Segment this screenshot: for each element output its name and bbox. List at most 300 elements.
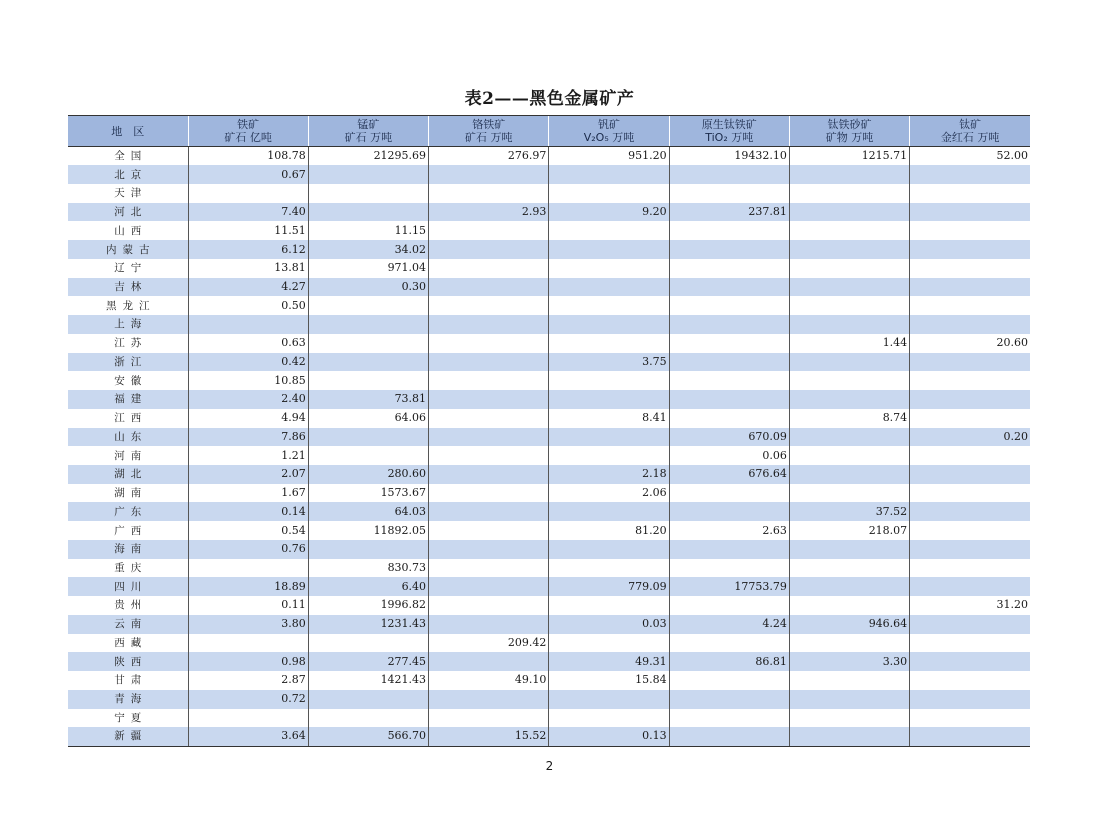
value-cell: 6.40 [308, 577, 428, 596]
table-row [68, 315, 1030, 334]
table-row [68, 371, 1030, 390]
value-cell: 1.21 [188, 446, 308, 465]
column-header-line1: 钛矿 [959, 118, 982, 131]
value-cell: 17753.79 [669, 577, 789, 596]
table-row [68, 540, 1030, 559]
value-cell: 3.80 [188, 615, 308, 634]
value-cell [910, 278, 1030, 297]
value-cell [669, 240, 789, 259]
value-cell: 3.64 [188, 727, 308, 746]
table-row [68, 409, 1030, 428]
value-cell: 0.42 [188, 353, 308, 372]
value-cell: 2.40 [188, 390, 308, 409]
value-cell [549, 390, 669, 409]
value-cell: 946.64 [789, 615, 909, 634]
value-cell: 1573.67 [308, 484, 428, 503]
value-cell [910, 315, 1030, 334]
table-row [68, 596, 1030, 615]
value-cell: 951.20 [549, 147, 669, 166]
table-row [68, 296, 1030, 315]
value-cell: 2.18 [549, 465, 669, 484]
table-row [68, 671, 1030, 690]
value-cell [308, 371, 428, 390]
column-header-line1: 钒矿 [597, 118, 620, 131]
value-cell: 0.30 [308, 278, 428, 297]
value-cell [669, 334, 789, 353]
region-cell: 新疆 [68, 727, 188, 746]
value-cell: 2.87 [188, 671, 308, 690]
value-cell: 0.06 [669, 446, 789, 465]
value-cell [789, 184, 909, 203]
value-cell [549, 165, 669, 184]
column-header [789, 116, 909, 147]
value-cell [669, 671, 789, 690]
value-cell: 49.31 [549, 652, 669, 671]
value-cell [669, 709, 789, 728]
value-cell [789, 203, 909, 222]
value-cell [910, 465, 1030, 484]
region-cell: 宁夏 [114, 711, 148, 724]
value-cell: 7.40 [188, 203, 308, 222]
value-cell [549, 240, 669, 259]
column-header-line2: 矿石 亿吨 [224, 131, 272, 144]
value-cell [429, 371, 549, 390]
value-cell [549, 296, 669, 315]
table-row [68, 390, 1030, 409]
value-cell [429, 278, 549, 297]
value-cell [308, 334, 428, 353]
value-cell: 8.41 [549, 409, 669, 428]
region-cell: 江西 [114, 412, 148, 425]
column-header [188, 116, 308, 147]
value-cell [789, 390, 909, 409]
value-cell: 86.81 [669, 652, 789, 671]
value-cell: 7.86 [188, 428, 308, 447]
value-cell [429, 615, 549, 634]
region-cell: 贵州 [114, 599, 148, 612]
value-cell: 49.10 [429, 671, 549, 690]
column-header [429, 116, 549, 147]
value-cell [669, 540, 789, 559]
table-row [68, 147, 1030, 166]
value-cell [188, 315, 308, 334]
value-cell [789, 428, 909, 447]
value-cell [669, 315, 789, 334]
value-cell: 218.07 [789, 521, 909, 540]
value-cell [910, 165, 1030, 184]
value-cell [789, 371, 909, 390]
value-cell [789, 315, 909, 334]
value-cell [789, 484, 909, 503]
table-row [68, 484, 1030, 503]
region-cell: 西藏 [114, 636, 148, 649]
value-cell [669, 221, 789, 240]
column-header [549, 116, 669, 147]
value-cell [669, 259, 789, 278]
value-cell [429, 390, 549, 409]
value-cell [910, 446, 1030, 465]
table-row [68, 184, 1030, 203]
column-header-line1: 铬铁矿 [472, 118, 506, 131]
value-cell: 1421.43 [308, 671, 428, 690]
value-cell: 81.20 [549, 521, 669, 540]
value-cell: 2.06 [549, 484, 669, 503]
value-cell [789, 727, 909, 746]
column-header-line2: 矿石 万吨 [344, 131, 393, 144]
value-cell [910, 184, 1030, 203]
region-cell: 广东 [68, 502, 188, 521]
value-cell [308, 634, 428, 653]
value-cell [789, 577, 909, 596]
table-row [68, 165, 1030, 184]
value-cell: 15.52 [429, 727, 549, 746]
value-cell [308, 446, 428, 465]
table-body [68, 147, 1030, 747]
value-cell [910, 353, 1030, 372]
column-header-line1: 锰矿 [357, 118, 380, 131]
value-cell [429, 559, 549, 578]
value-cell [910, 390, 1030, 409]
value-cell: 9.20 [549, 203, 669, 222]
region-cell: 北京 [68, 165, 188, 184]
value-cell [429, 221, 549, 240]
value-cell [910, 502, 1030, 521]
value-cell [308, 203, 428, 222]
value-cell [549, 446, 669, 465]
value-cell: 0.13 [549, 727, 669, 746]
value-cell: 276.97 [429, 147, 549, 166]
value-cell: 1231.43 [308, 615, 428, 634]
region-cell: 陕西 [68, 652, 188, 671]
value-cell [308, 184, 428, 203]
value-cell [549, 634, 669, 653]
region-cell: 黑龙江 [106, 299, 156, 312]
column-header-line1: 钛铁砂矿 [827, 118, 872, 131]
value-cell: 11892.05 [308, 521, 428, 540]
value-cell: 64.06 [308, 409, 428, 428]
value-cell: 73.81 [308, 390, 428, 409]
value-cell [429, 184, 549, 203]
value-cell [429, 709, 549, 728]
value-cell: 4.24 [669, 615, 789, 634]
column-header [910, 116, 1030, 147]
value-cell: 8.74 [789, 409, 909, 428]
region-cell: 云南 [68, 615, 188, 634]
value-cell [669, 390, 789, 409]
value-cell [910, 259, 1030, 278]
column-header [669, 116, 789, 147]
table-row [68, 221, 1030, 240]
value-cell [429, 540, 549, 559]
value-cell [429, 652, 549, 671]
value-cell [308, 353, 428, 372]
region-cell: 重庆 [114, 562, 148, 575]
value-cell [549, 428, 669, 447]
region-cell: 福建 [68, 390, 188, 409]
value-cell: 0.76 [188, 540, 308, 559]
value-cell: 0.72 [188, 690, 308, 709]
value-cell [910, 709, 1030, 728]
value-cell [308, 315, 428, 334]
value-cell [669, 278, 789, 297]
value-cell [669, 559, 789, 578]
value-cell [429, 577, 549, 596]
value-cell [789, 690, 909, 709]
value-cell: 20.60 [910, 334, 1030, 353]
table-row [68, 334, 1030, 353]
value-cell: 0.54 [188, 521, 308, 540]
value-cell [308, 165, 428, 184]
value-cell [669, 690, 789, 709]
value-cell [910, 221, 1030, 240]
value-cell [669, 184, 789, 203]
value-cell: 21295.69 [308, 147, 428, 166]
column-header-line2: 矿物 万吨 [825, 131, 874, 144]
table-row [68, 259, 1030, 278]
value-cell: 1215.71 [789, 147, 909, 166]
value-cell: 277.45 [308, 652, 428, 671]
value-cell: 566.70 [308, 727, 428, 746]
column-header-line2: TiO₂ 万吨 [705, 131, 754, 144]
value-cell [429, 165, 549, 184]
table-row [68, 465, 1030, 484]
value-cell [669, 296, 789, 315]
value-cell [910, 652, 1030, 671]
value-cell [549, 259, 669, 278]
value-cell [308, 296, 428, 315]
value-cell [429, 296, 549, 315]
region-cell: 湖北 [68, 465, 188, 484]
region-cell: 安徽 [114, 374, 148, 387]
table-row [68, 278, 1030, 297]
value-cell: 13.81 [188, 259, 308, 278]
region-cell: 山东 [68, 428, 188, 447]
table-row [68, 203, 1030, 222]
table-header-row [68, 116, 1030, 147]
value-cell [549, 371, 669, 390]
value-cell [910, 371, 1030, 390]
value-cell [308, 709, 428, 728]
table-row [68, 521, 1030, 540]
value-cell [429, 484, 549, 503]
region-cell: 青海 [68, 690, 188, 709]
value-cell: 0.03 [549, 615, 669, 634]
table-row [68, 577, 1030, 596]
region-cell: 山西 [114, 224, 148, 237]
value-cell [910, 484, 1030, 503]
table-row [68, 727, 1030, 746]
value-cell [429, 259, 549, 278]
value-cell: 6.12 [188, 240, 308, 259]
value-cell: 11.51 [188, 221, 308, 240]
region-cell: 河南 [114, 449, 148, 462]
value-cell [910, 559, 1030, 578]
value-cell: 0.20 [910, 428, 1030, 447]
value-cell [429, 446, 549, 465]
value-cell [789, 671, 909, 690]
region-cell: 广西 [114, 524, 148, 537]
value-cell [549, 559, 669, 578]
value-cell [188, 559, 308, 578]
value-cell [549, 540, 669, 559]
value-cell [429, 353, 549, 372]
value-cell [789, 446, 909, 465]
value-cell [308, 540, 428, 559]
value-cell [429, 465, 549, 484]
region-cell: 河北 [68, 203, 188, 222]
value-cell [789, 596, 909, 615]
value-cell [669, 484, 789, 503]
table-row [68, 559, 1030, 578]
table-row [68, 446, 1030, 465]
table-row [68, 353, 1030, 372]
region-cell: 浙江 [68, 353, 188, 372]
value-cell [549, 709, 669, 728]
column-header-region [68, 116, 188, 147]
value-cell: 2.07 [188, 465, 308, 484]
value-cell: 15.84 [549, 671, 669, 690]
value-cell [910, 615, 1030, 634]
value-cell [789, 221, 909, 240]
column-header-line1: 铁矿 [237, 118, 260, 131]
value-cell [429, 240, 549, 259]
value-cell: 52.00 [910, 147, 1030, 166]
table-row [68, 615, 1030, 634]
value-cell: 670.09 [669, 428, 789, 447]
table-row [68, 690, 1030, 709]
column-header-line1: 地 区 [111, 124, 145, 138]
region-cell: 上海 [68, 315, 188, 334]
value-cell [549, 278, 669, 297]
value-cell [910, 577, 1030, 596]
value-cell [669, 165, 789, 184]
value-cell [429, 690, 549, 709]
value-cell: 1996.82 [308, 596, 428, 615]
value-cell [910, 690, 1030, 709]
value-cell [910, 727, 1030, 746]
value-cell [910, 671, 1030, 690]
value-cell [789, 634, 909, 653]
value-cell [429, 315, 549, 334]
table-row [68, 652, 1030, 671]
value-cell [669, 502, 789, 521]
value-cell [308, 690, 428, 709]
region-cell: 内蒙古 [68, 240, 188, 259]
value-cell [789, 296, 909, 315]
value-cell [669, 596, 789, 615]
value-cell: 64.03 [308, 502, 428, 521]
value-cell [188, 634, 308, 653]
region-cell: 湖南 [114, 487, 148, 500]
value-cell: 3.75 [549, 353, 669, 372]
value-cell [549, 596, 669, 615]
value-cell [188, 709, 308, 728]
value-cell [789, 465, 909, 484]
value-cell [429, 428, 549, 447]
value-cell: 3.30 [789, 652, 909, 671]
value-cell [789, 559, 909, 578]
value-cell [910, 540, 1030, 559]
column-header-line2: 矿石 万吨 [464, 131, 513, 144]
value-cell: 11.15 [308, 221, 428, 240]
table-row [68, 428, 1030, 447]
value-cell [429, 521, 549, 540]
value-cell [549, 221, 669, 240]
value-cell: 0.50 [188, 296, 308, 315]
value-cell: 209.42 [429, 634, 549, 653]
value-cell [789, 278, 909, 297]
column-header [308, 116, 428, 147]
region-cell: 甘肃 [114, 674, 148, 687]
value-cell: 237.81 [669, 203, 789, 222]
value-cell [789, 240, 909, 259]
value-cell [789, 540, 909, 559]
value-cell [669, 353, 789, 372]
value-cell: 31.20 [910, 596, 1030, 615]
value-cell [910, 240, 1030, 259]
value-cell: 37.52 [789, 502, 909, 521]
value-cell [308, 428, 428, 447]
value-cell: 34.02 [308, 240, 428, 259]
value-cell [910, 521, 1030, 540]
region-cell: 吉林 [68, 278, 188, 297]
value-cell [429, 596, 549, 615]
value-cell [549, 690, 669, 709]
value-cell [669, 727, 789, 746]
value-cell [910, 634, 1030, 653]
value-cell [188, 184, 308, 203]
value-cell: 108.78 [188, 147, 308, 166]
value-cell [789, 259, 909, 278]
value-cell: 779.09 [549, 577, 669, 596]
value-cell: 18.89 [188, 577, 308, 596]
value-cell: 4.27 [188, 278, 308, 297]
region-cell: 四川 [68, 577, 188, 596]
value-cell [669, 409, 789, 428]
region-cell: 江苏 [114, 337, 148, 350]
value-cell: 971.04 [308, 259, 428, 278]
column-header-line2: V₂O₅ 万吨 [583, 131, 635, 144]
value-cell: 676.64 [669, 465, 789, 484]
value-cell: 2.93 [429, 203, 549, 222]
value-cell [549, 334, 669, 353]
value-cell [669, 371, 789, 390]
value-cell [549, 315, 669, 334]
value-cell: 830.73 [308, 559, 428, 578]
value-cell [549, 184, 669, 203]
column-header-line2: 金红石 万吨 [940, 131, 1000, 144]
column-header-line1: 原生钛铁矿 [701, 118, 757, 131]
value-cell [429, 502, 549, 521]
value-cell: 0.67 [188, 165, 308, 184]
table-row [68, 634, 1030, 653]
page-number: 2 [545, 759, 554, 773]
region-cell: 辽宁 [114, 262, 148, 275]
table-row [68, 709, 1030, 728]
value-cell [549, 502, 669, 521]
value-cell [910, 203, 1030, 222]
value-cell [429, 409, 549, 428]
table-row [68, 240, 1030, 259]
value-cell: 1.44 [789, 334, 909, 353]
region-cell: 海南 [68, 540, 188, 559]
value-cell [669, 634, 789, 653]
value-cell [789, 353, 909, 372]
value-cell: 19432.10 [669, 147, 789, 166]
value-cell [789, 709, 909, 728]
value-cell [789, 165, 909, 184]
page-title: 表2——黑色金属矿产 [464, 89, 635, 109]
